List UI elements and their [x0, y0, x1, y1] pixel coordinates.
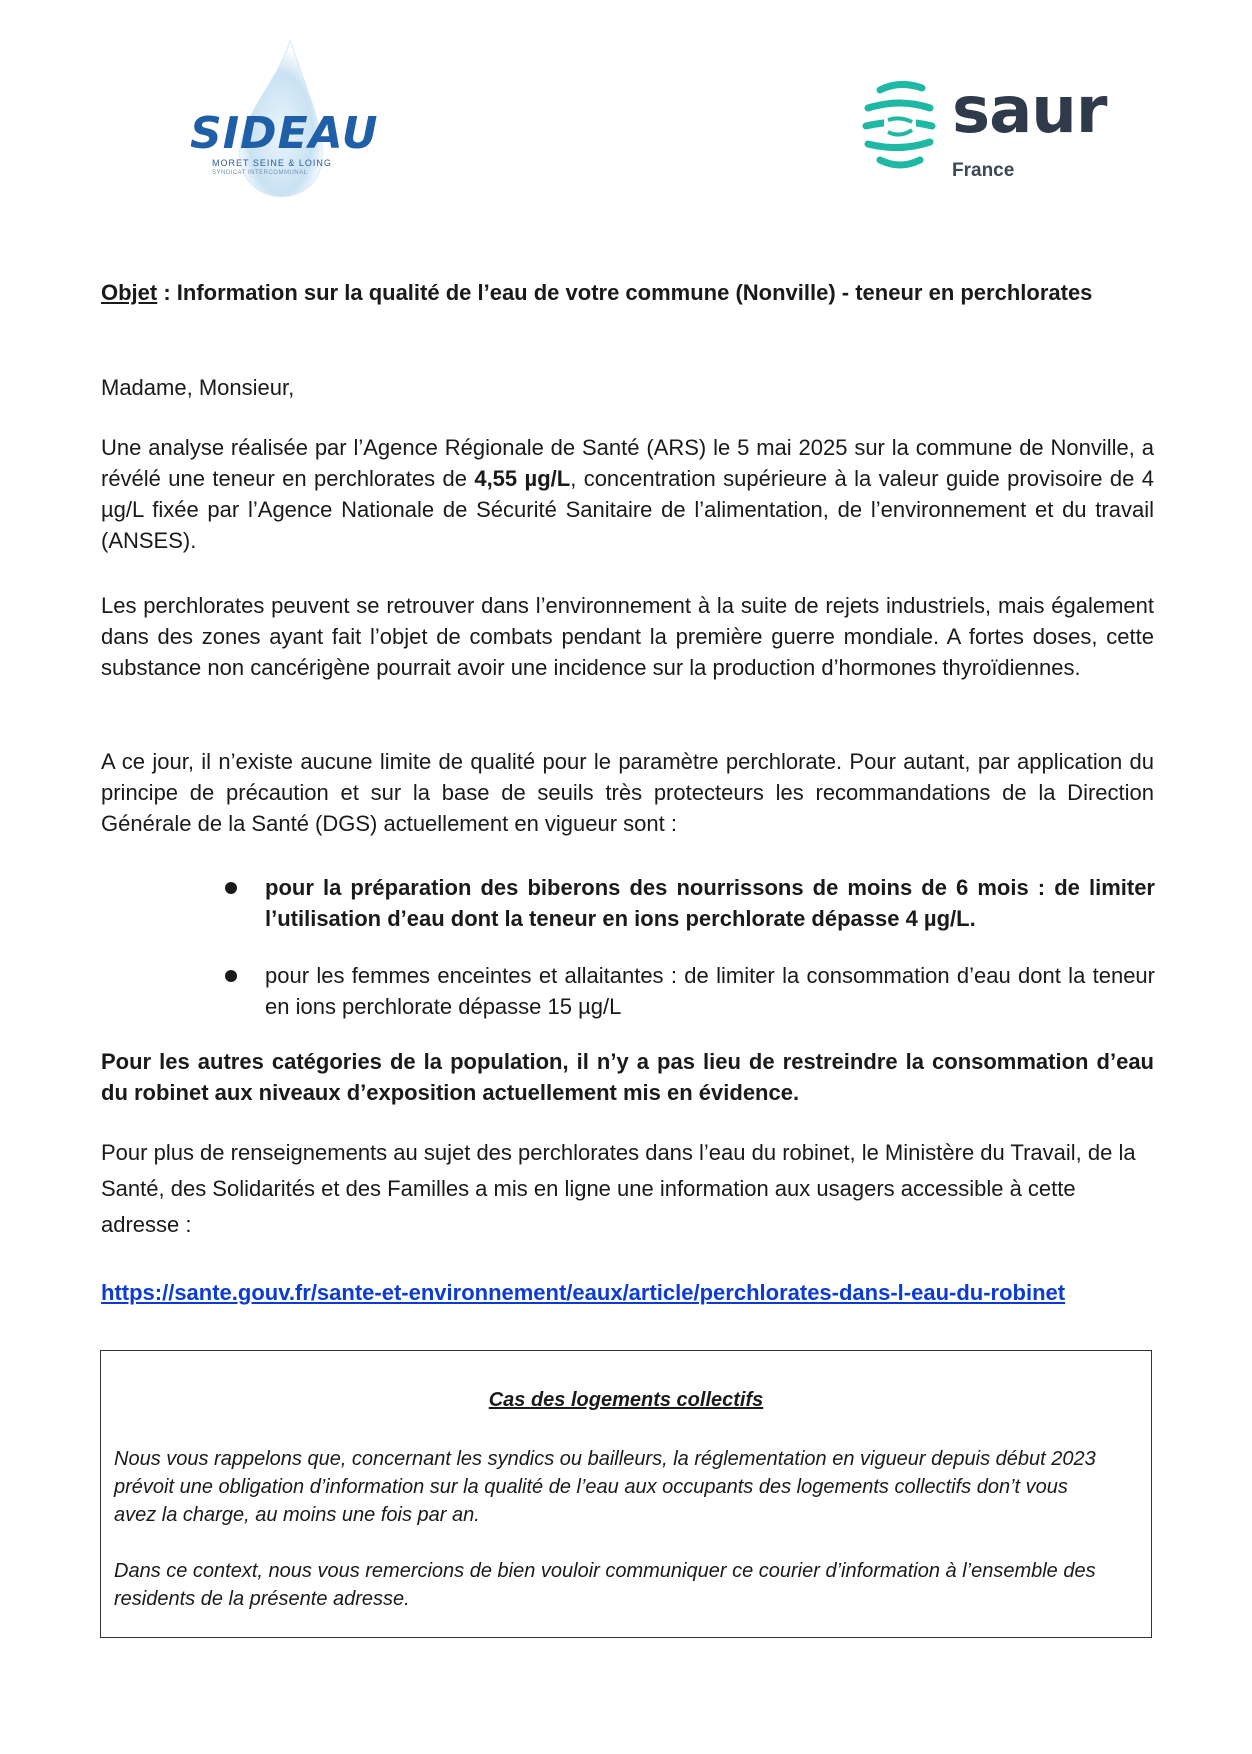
box-text-request: Dans ce context, nous vous remercions de bien vouloir communiquer ce courier d’information à l’ensemble des residents de la présente adresse.	[114, 1560, 1096, 1610]
box-text-obligation: Nous vous rappelons que, concernant les syndics ou bailleurs, la réglementation en vigueur depuis début 2023 prévoit une obligation d’information sur la qualité de l’eau aux occupants des logements collectifs don’t vous avez la charge, au moins une fois par an.	[114, 1448, 1096, 1526]
saur-country: France	[952, 160, 1015, 181]
bullet-item-pregnant	[225, 960, 1155, 1022]
subject-label: Objet	[101, 280, 158, 305]
measured-value: 4,55 µg/L	[474, 466, 571, 491]
box-title: Cas des logements collectifs	[488, 1389, 764, 1411]
bullet-text: pour les femmes enceintes et allaitantes : de limiter la consommation d’eau dont la teneur en ions perchlorate dépasse 15 µg/L	[265, 963, 1155, 1019]
saur-wordmark: saur	[952, 74, 1107, 148]
collective-housing-box	[100, 1350, 1152, 1638]
bullet-infants	[225, 872, 1155, 934]
greeting: Madame, Monsieur,	[101, 375, 295, 400]
bullet-dot-icon	[225, 882, 237, 894]
paragraph-recommendations: A ce jour, il n’existe aucune limite de qualité pour le paramètre perchlorate. Pour autant, par application du principe de précaution et sur la base de seuils très protecteurs les recommandations de la Direction Générale de la Santé (DGS) actuellement en vigueur sont :	[101, 749, 1154, 836]
paragraph-sources: Les perchlorates peuvent se retrouver dans l’environnement à la suite de rejets industriels, mais également dans des zones ayant fait l’objet de combats pendant la première guerre mondiale. A fortes doses, cette substance non cancérigène pourrait avoir une incidence sur la production d’hormones thyroïdiennes.	[101, 593, 1154, 680]
paragraph-analysis	[101, 432, 1154, 556]
saur-logo	[860, 74, 1107, 190]
sideau-subtitle: MORET SEINE & LOING	[212, 158, 332, 168]
subject-line	[101, 277, 1154, 308]
bullet-text: pour la préparation des biberons des nourrissons de moins de 6 mois : de limiter l’utilisation d’eau dont la teneur en ions perchlorate dépasse 4 µg/L.	[265, 875, 1155, 931]
paragraph-analysis-start: Une analyse réalisée par l’Agence Régionale de Santé (ARS) le 5 mai 2025 sur la commune de Nonville, a révélé une teneur en perchlorates de	[101, 435, 1154, 491]
sideau-logo	[180, 40, 379, 210]
bullet-pregnant	[225, 960, 1155, 1022]
saur-emblem-icon	[860, 80, 940, 170]
sideau-subtitle-small: SYNDICAT INTERCOMMUNAL	[212, 170, 308, 176]
info-link[interactable]: https://sante.gouv.fr/sante-et-environnement/eaux/article/perchlorates-dans-l-eau-du-robinet	[101, 1280, 1066, 1305]
bullet-dot-icon	[225, 970, 237, 982]
bullet-item-infants	[225, 872, 1155, 934]
paragraph-more-info: Pour plus de renseignements au sujet des perchlorates dans l’eau du robinet, le Ministère du Travail, de la Santé, des Solidarités et des Familles a mis en ligne une information aux usagers accessible à cette adresse :	[101, 1140, 1136, 1237]
subject-text: : Information sur la qualité de l’eau de votre commune (Nonville) - teneur en perchlorates	[157, 280, 1093, 305]
paragraph-analysis-end: , concentration supérieure à la valeur guide provisoire de 4 µg/L fixée par l’Agence Nationale de Sécurité Sanitaire de l’alimentation, de l’environnement et du travail (ANSES).	[101, 466, 1154, 553]
sideau-wordmark: SIDEAU	[190, 108, 379, 159]
paragraph-other-population: Pour les autres catégories de la population, il n’y a pas lieu de restreindre la consommation d’eau du robinet aux niveaux d’exposition actuellement mis en évidence.	[101, 1049, 1154, 1105]
